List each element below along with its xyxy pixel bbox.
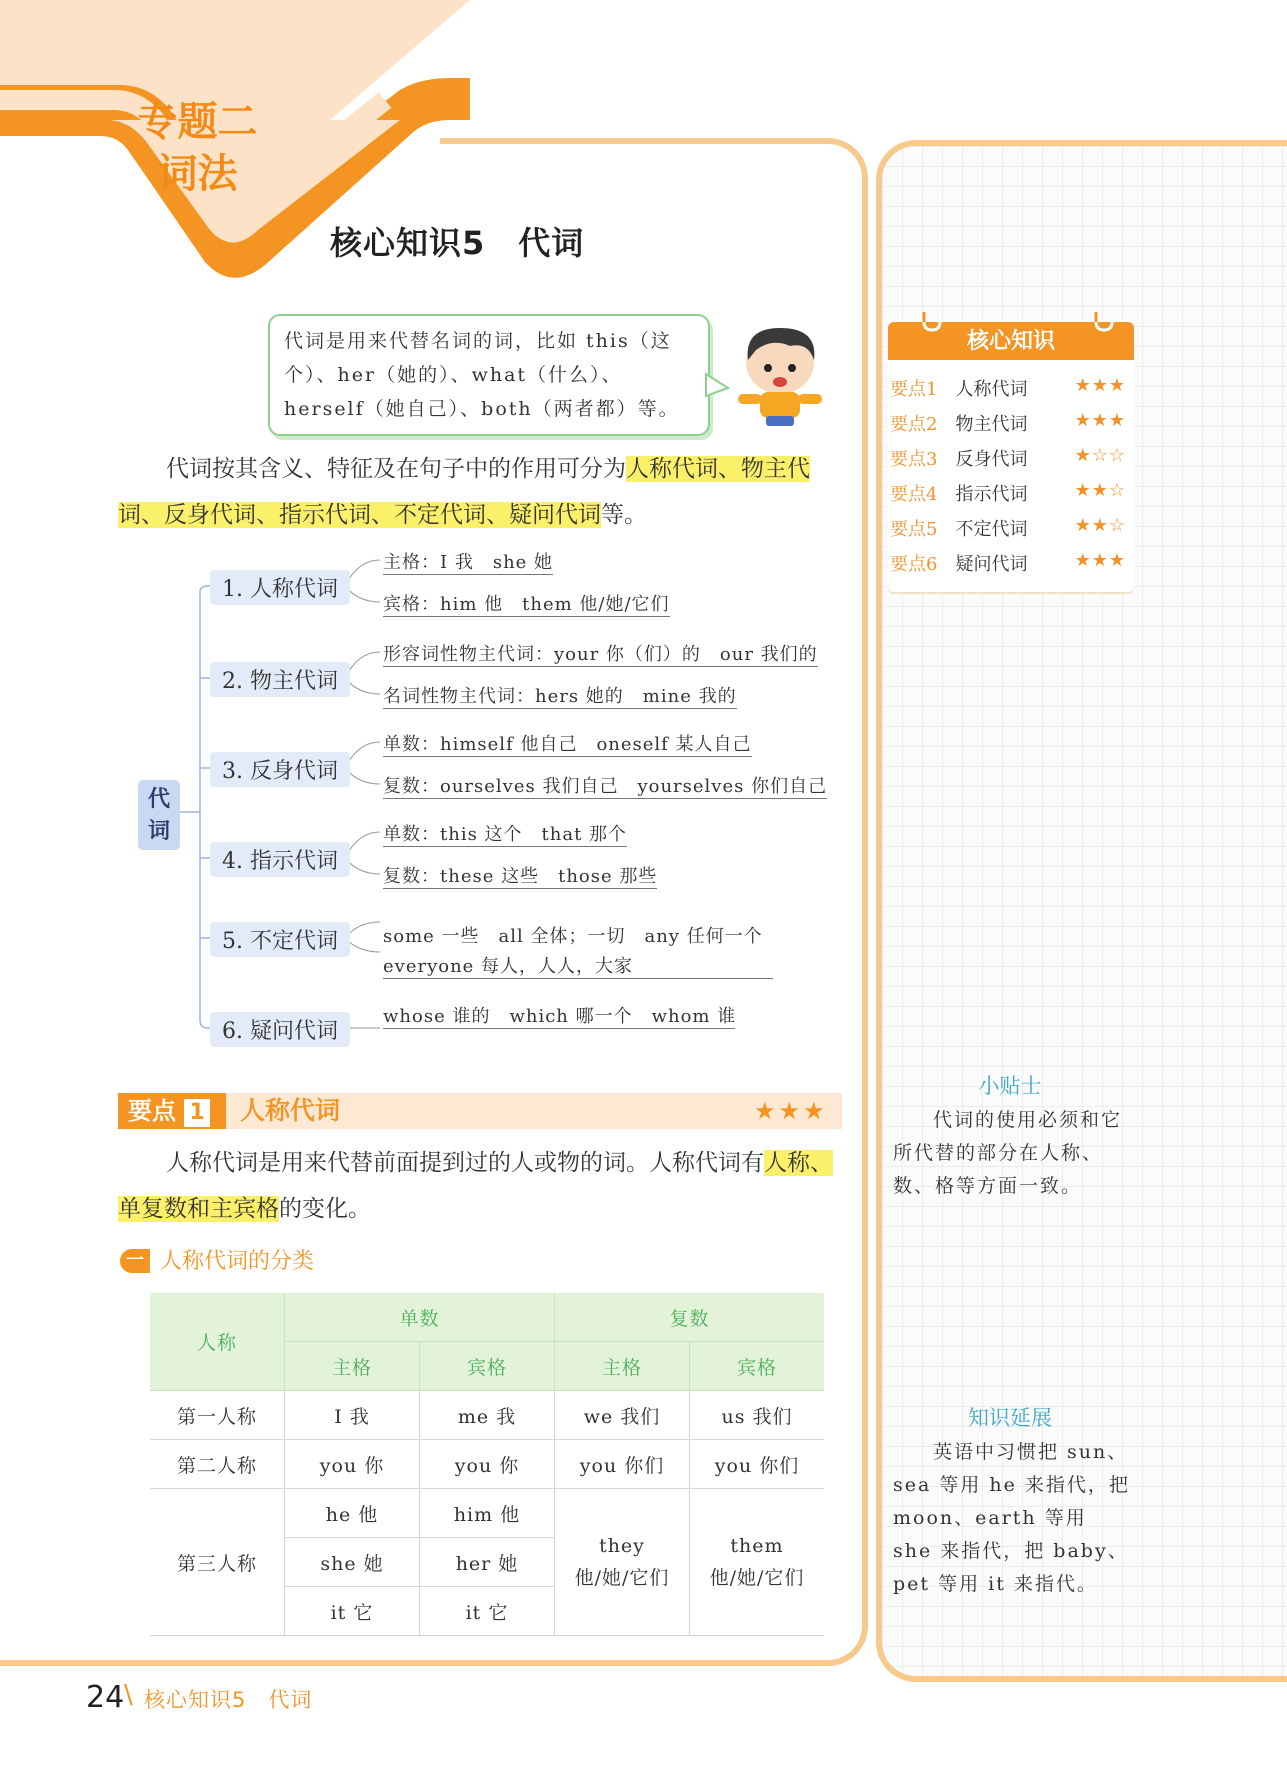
table-cell: us 我们 (690, 1391, 825, 1440)
footer-separator: \ (124, 1680, 133, 1710)
table-cell: me 我 (420, 1391, 555, 1440)
tree-leaf: 复数：ourselves 我们自己 yourselves 你们自己 (383, 772, 827, 799)
tree-leaf: 形容词性物主代词：your 你（们）的 our 我们的 (383, 640, 818, 667)
tree-node-possessive: 2. 物主代词 (210, 662, 350, 697)
table-cell: you 你 (285, 1440, 420, 1489)
table-cell: she 她 (285, 1538, 420, 1587)
core-item-stars: ★★☆ (1074, 515, 1126, 536)
core-item-stars: ★★★ (1074, 550, 1126, 571)
table-cell: I 我 (285, 1391, 420, 1440)
tree-node-reflexive: 3. 反身代词 (210, 752, 350, 787)
table-row (150, 1489, 824, 1538)
tree-leaf: everyone 每人，人人，大家 (383, 952, 773, 979)
table-header-subj: 主格 (285, 1342, 420, 1391)
tree-node-indefinite: 5. 不定代词 (210, 922, 350, 957)
tip-text: 代词的使用必须和它所代替的部分在人称、数、格等方面一致。 (893, 1109, 1123, 1197)
core-item (890, 375, 1130, 405)
table-cell: you 你们 (690, 1440, 825, 1489)
content-panel-left (0, 1660, 450, 1666)
core-item-label: 人称代词 (955, 379, 1028, 400)
tree-leaf: 主格：I 我 she 她 (383, 548, 553, 575)
tree-leaf: 复数：these 这些 those 那些 (383, 862, 657, 889)
table-cell: her 她 (420, 1538, 555, 1587)
table-cell: it 它 (285, 1587, 420, 1636)
section-tag-label: 要点 (128, 1097, 176, 1125)
core-item-label: 物主代词 (955, 414, 1028, 435)
table-cell: him 他 (420, 1489, 555, 1538)
section-title: 人称代词 (240, 1096, 341, 1125)
core-item-key: 要点4 (890, 484, 938, 505)
table-header-subj: 主格 (555, 1342, 690, 1391)
section-bar (118, 1093, 842, 1129)
table-row (150, 1391, 824, 1440)
core-item (890, 480, 1130, 510)
core-item-key: 要点6 (890, 554, 938, 575)
table-cell: you 你们 (555, 1440, 690, 1489)
extension-title: 知识延展 (968, 1406, 1052, 1430)
core-item (890, 515, 1130, 545)
section-text-before: 人称代词是用来代替前面提到过的人或物的词。人称代词有 (166, 1150, 764, 1176)
core-item-key: 要点2 (890, 414, 938, 435)
table-cell: 第一人称 (150, 1391, 285, 1440)
section-number: 1 (184, 1099, 210, 1127)
core-knowledge-title: 核心知识 (888, 322, 1134, 360)
tree-leaf: some 一些 all 全体；一切 any 任何一个 (383, 926, 763, 947)
tree-node-demonstrative: 4. 指示代词 (210, 842, 350, 877)
section-text-after: 的变化。 (279, 1196, 371, 1222)
tree-leaf: 单数：himself 他自己 oneself 某人自己 (383, 730, 752, 757)
bubble-text: 代词是用来代替名词的词，比如 this（这个）、her（她的）、what（什么）、herself（她自己）、both（两者都）等。 (284, 330, 680, 420)
core-item-label: 反身代词 (955, 449, 1028, 470)
ring-icon (918, 310, 1118, 334)
section-paragraph (118, 1140, 848, 1232)
core-item-stars: ★★★ (1074, 375, 1126, 396)
core-item (890, 550, 1130, 580)
core-item-key: 要点5 (890, 519, 938, 540)
table-cell: 第三人称 (150, 1489, 285, 1636)
table-cell: you 你 (420, 1440, 555, 1489)
table-header-person: 人称 (150, 1293, 285, 1391)
footer-title: 核心知识5 代词 (144, 1688, 313, 1712)
core-item (890, 410, 1130, 440)
tree-leaf: 名词性物主代词：hers 她的 mine 我的 (383, 682, 737, 709)
table-header-plural: 复数 (555, 1293, 825, 1342)
tip-title: 小贴士 (978, 1074, 1042, 1098)
section-highlight: 人称、单复数和主宾格 (118, 1150, 833, 1222)
subsection-title: 人称代词的分类 (160, 1249, 315, 1274)
tree-node-interrogative: 6. 疑问代词 (210, 1012, 350, 1047)
intro-text-before: 代词按其含义、特征及在句子中的作用可分为 (166, 456, 626, 482)
intro-highlight: 人称代词、物主代词、反身代词、指示代词、不定代词、疑问代词 (118, 456, 810, 528)
tree-node-personal: 1. 人称代词 (210, 570, 350, 605)
table-header-singular: 单数 (285, 1293, 555, 1342)
core-item-label: 指示代词 (955, 484, 1028, 505)
table-header-obj: 宾格 (420, 1342, 555, 1391)
tree-leaf: 宾格：him 他 them 他/她/它们 (383, 590, 670, 617)
table-header-obj: 宾格 (690, 1342, 825, 1391)
page-title: 核心知识5 代词 (330, 224, 585, 262)
tree-leaf: whose 谁的 which 哪一个 whom 谁 (383, 1002, 735, 1029)
table-header-row (150, 1293, 824, 1342)
core-item-stars: ★★☆ (1074, 480, 1126, 501)
table-row (150, 1440, 824, 1489)
section-tag (118, 1093, 226, 1129)
core-item-label: 不定代词 (955, 519, 1028, 540)
intro-paragraph (118, 446, 848, 538)
core-item-stars: ★☆☆ (1074, 445, 1126, 466)
table-cell: they 他/她/它们 (555, 1489, 690, 1636)
subsection-badge: 一 (120, 1249, 150, 1273)
table-cell: he 他 (285, 1489, 420, 1538)
speech-bubble (268, 314, 710, 436)
core-item (890, 445, 1130, 475)
tree-root: 代词 (138, 780, 180, 850)
pronoun-table (150, 1293, 824, 1636)
core-item-key: 要点1 (890, 379, 938, 400)
table-cell: them 他/她/它们 (690, 1489, 825, 1636)
section-stars: ★★★ (754, 1097, 828, 1125)
page-number: 24 (86, 1680, 125, 1715)
table-cell: it 它 (420, 1587, 555, 1636)
tree-leaf: 单数：this 这个 that 那个 (383, 820, 627, 847)
table-cell: 第二人称 (150, 1440, 285, 1489)
extension-text: 英语中习惯把 sun、sea 等用 he 来指代，把 moon、earth 等用 she 来指代，把 baby、pet 等用 it 来指代。 (893, 1441, 1130, 1595)
table-cell: we 我们 (555, 1391, 690, 1440)
boy-cartoon-icon (730, 320, 830, 430)
core-item-stars: ★★★ (1074, 410, 1126, 431)
intro-text-after: 等。 (601, 502, 647, 528)
core-item-label: 疑问代词 (955, 554, 1028, 575)
core-item-key: 要点3 (890, 449, 938, 470)
chapter-title: 专题二 词法 (137, 99, 258, 197)
bubble-tail (700, 372, 730, 402)
